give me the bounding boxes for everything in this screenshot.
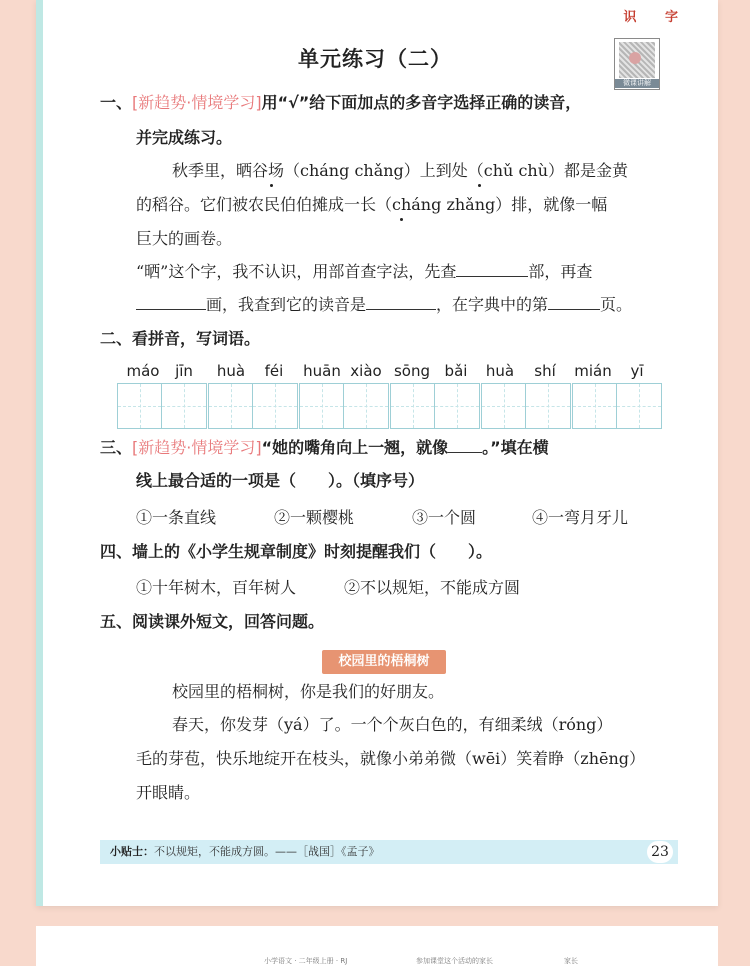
q5-instruction: 五、阅读课外短文，回答问题。 xyxy=(100,612,325,631)
next-page-text: 小学语文 · 二年级上册 · RJ xyxy=(264,957,348,965)
q3-number: 三、 xyxy=(100,438,133,457)
q1-passage-line: 巨大的画卷。 xyxy=(136,229,233,248)
pinyin: féi xyxy=(264,362,284,380)
q1-fill-text: 页。 xyxy=(600,295,633,314)
page-number-blank[interactable] xyxy=(548,294,600,310)
q3-option: ①一条直线 xyxy=(136,508,217,527)
writing-grid[interactable] xyxy=(390,383,480,429)
pinyin: mián xyxy=(574,362,612,380)
page-binding-edge xyxy=(36,0,43,906)
q1-passage-line: 的稻谷。它们被农民伯伯摊成一长（cháng zhǎng）排，就像一幅 xyxy=(136,195,608,214)
page-title: 单元练习（二） xyxy=(298,47,452,71)
pinyin: yī xyxy=(630,362,644,380)
pinyin: shí xyxy=(534,362,556,380)
q3-tag: [新趋势·情境学习] xyxy=(132,438,262,457)
writing-grid[interactable] xyxy=(208,383,298,429)
tips-text: 不以规矩，不能成方圆。——［战国］《孟子》 xyxy=(154,845,380,858)
q3-blank[interactable] xyxy=(448,437,482,453)
emphasis-dot xyxy=(471,162,487,182)
emphasis-dot xyxy=(263,162,279,182)
q1-fill-text: 画，我查到它的读音是 xyxy=(206,295,367,314)
q3-instruction-line2: 线上最合适的一项是（ ）。（填序号） xyxy=(136,471,425,490)
page-number: 23 xyxy=(646,840,674,864)
q4-instruction: 四、墙上的《小学生规章制度》时刻提醒我们（ ）。 xyxy=(100,542,493,561)
emphasis-dot xyxy=(393,196,409,216)
passage-line: 校园里的梧桐树，你是我们的好朋友。 xyxy=(172,682,445,701)
q1-fill-text: “晒”这个字，我不认识，用部首查字法，先查 xyxy=(136,262,457,281)
radical-blank[interactable] xyxy=(456,261,528,277)
q1-fill-text: 部，再查 xyxy=(528,262,593,281)
strokes-blank[interactable] xyxy=(136,294,206,310)
pinyin: huān xyxy=(303,362,341,380)
q3-option: ④一弯月牙儿 xyxy=(532,508,629,527)
pinyin: huà xyxy=(485,362,515,380)
q1-instruction xyxy=(100,92,581,114)
passage-line: 开眼睛。 xyxy=(136,783,201,802)
q1-tag: [新趋势·情境学习] xyxy=(132,93,262,112)
q3-text: “她的嘴角向上一翘，就像 xyxy=(261,438,449,457)
q2-instruction: 二、看拼音，写词语。 xyxy=(100,329,261,348)
pronunciation-blank[interactable] xyxy=(366,294,436,310)
pinyin: jīn xyxy=(175,362,193,380)
q3-option: ②一颗樱桃 xyxy=(274,508,355,527)
pinyin: sōng xyxy=(393,362,431,380)
next-page-text: 参加课堂这个活动的家长 xyxy=(416,957,493,965)
q1-instruction-line2: 并完成练习。 xyxy=(136,128,233,147)
passage-line: 毛的芽苞，快乐地绽开在枝头，就像小弟弟微（wēi）笑着睁（zhēng） xyxy=(136,749,646,768)
qr-code[interactable] xyxy=(614,38,660,90)
passage-line: 春天，你发芽（yá）了。一个个灰白色的，有细柔绒（róng） xyxy=(172,715,613,734)
qr-play-dot xyxy=(629,52,641,64)
tips-bar xyxy=(100,840,678,864)
next-page xyxy=(36,926,718,966)
pinyin: xiào xyxy=(350,362,382,380)
q3-text: 。”填在横 xyxy=(482,438,549,457)
q3-instruction xyxy=(100,437,549,459)
q1-fill-text: ，在字典中的第 xyxy=(436,295,549,314)
passage-title: 校园里的梧桐树 xyxy=(322,650,446,674)
q1-fill-line xyxy=(136,294,632,316)
unit-tag: 识 字 xyxy=(623,10,690,25)
tips-label: 小贴士： xyxy=(110,845,154,858)
qr-caption: 微课讲解 xyxy=(615,79,659,88)
writing-grid[interactable] xyxy=(299,383,389,429)
q1-fill-line xyxy=(136,261,592,283)
writing-grid[interactable] xyxy=(572,383,662,429)
pinyin: máo xyxy=(126,362,160,380)
q1-number: 一、 xyxy=(100,93,133,112)
writing-grid[interactable] xyxy=(481,383,571,429)
q1-instruction-text: 用“√”给下面加点的多音字选择正确的读音， xyxy=(261,93,582,112)
q1-passage-line: 秋季里，晒谷场（cháng chǎng）上到处（chǔ chù）都是金黄 xyxy=(172,161,629,180)
writing-grid[interactable] xyxy=(117,383,207,429)
pinyin: huà xyxy=(216,362,246,380)
q3-option: ③一个圆 xyxy=(412,508,477,527)
q4-option: ②不以规矩，不能成方圆 xyxy=(344,578,521,597)
q4-option: ①十年树木，百年树人 xyxy=(136,578,297,597)
next-page-text: 家长 xyxy=(564,957,578,965)
pinyin: bǎi xyxy=(444,362,468,380)
